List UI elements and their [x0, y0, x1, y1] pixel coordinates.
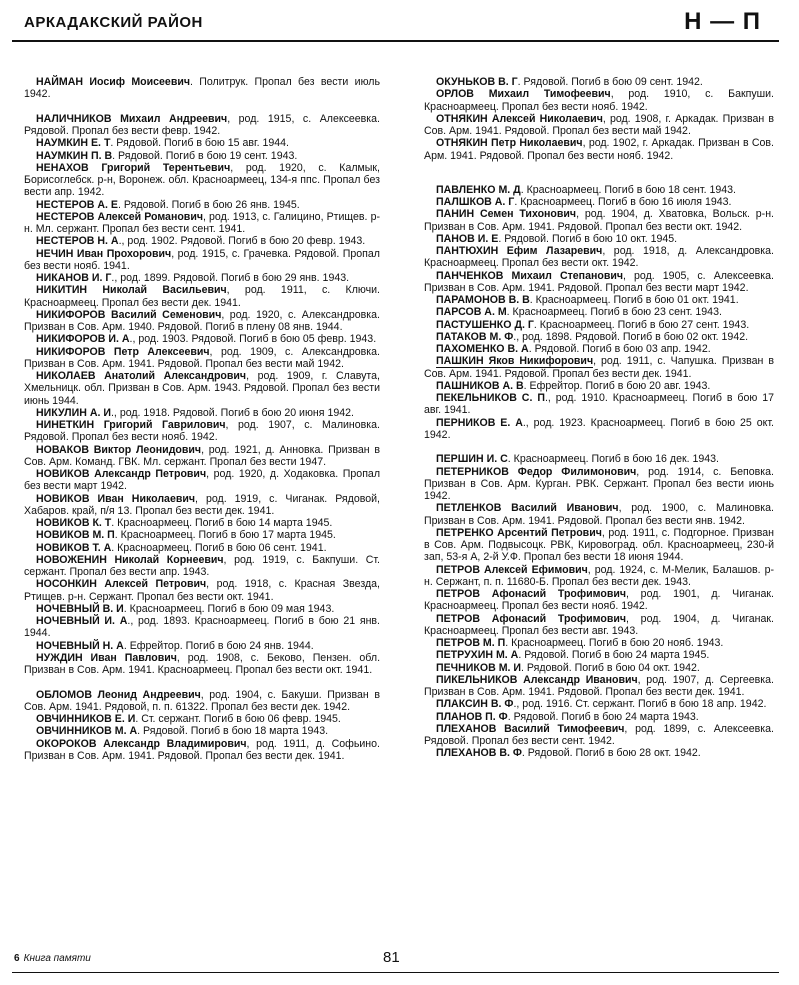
memorial-entry	[24, 493, 380, 518]
entry-name: НОСОНКИН Алексей Петрович	[36, 578, 207, 591]
memorial-entry	[424, 380, 774, 392]
entry-details: . Политрук. Пропал без вести июль 1942.	[24, 76, 380, 101]
memorial-entry	[424, 502, 774, 527]
entry-name: ОКУНЬКОВ В. Г	[436, 76, 518, 88]
entry-details: , род. 1919, с. Бакпуши. Ст. сержант. Пропал без вести апр. 1943.	[24, 553, 380, 578]
entry-details: , род. 1914, с. Беповка. Призван в Сов. Арм. Курган. РВК. Сержант. Пропал без вести июнь 1942.	[424, 465, 775, 502]
memorial-entry	[424, 137, 774, 162]
memorial-entry	[24, 150, 380, 162]
letter-range: Н — П	[684, 8, 761, 35]
memorial-entry	[24, 162, 380, 199]
memorial-entry	[24, 248, 380, 273]
entry-details: . Красноармеец. Погиб в бою 09 мая 1943.	[123, 602, 335, 615]
entry-details: . Красноармеец. Погиб в бою 14 марта 1945.	[111, 517, 333, 529]
entry-details: . Красноармеец. Погиб в бою 27 сент. 1943.	[533, 318, 750, 331]
memorial-entry	[424, 466, 774, 503]
entry-name: ПАСТУШЕНКО Д. Г	[436, 318, 534, 331]
memorial-entry	[424, 88, 774, 113]
entry-details: . Ст. сержант. Погиб в бою 06 февр. 1945.	[135, 713, 341, 725]
memorial-entry	[24, 76, 380, 101]
entry-name: ПЕТРОВ Афонасий Трофимович	[436, 588, 627, 600]
entry-details: . Красноармеец. Погиб в бою 23 сент. 1943.	[506, 306, 722, 319]
memorial-entry	[424, 113, 774, 138]
entry-details: ., род. 1923. Красноармеец. Погиб в бою 25 окт. 1942.	[424, 416, 774, 441]
entry-details: ., род. 1916. Ст. сержант. Погиб в бою 18 апр. 1942.	[513, 698, 767, 711]
entry-name: ПАНОВ И. Е	[436, 232, 499, 245]
entry-details: , род. 1907, с. Малиновка. Рядовой. Пропал без вести нояб. 1942.	[24, 419, 380, 444]
entry-name: ПЕТРОВ М. П	[436, 637, 506, 649]
memorial-entry	[424, 76, 774, 88]
entry-details: . Красноармеец. Погиб в бою 06 сент. 1941.	[111, 541, 327, 554]
entry-details: . Рядовой. Погиб в бою 04 окт. 1942.	[521, 661, 700, 674]
memorial-entry	[24, 542, 380, 554]
memorial-entry	[424, 649, 774, 661]
entry-details: , род. 1908, с. Беково, Пензен. обл. Призван в Сов. Арм. 1941. Красноармеец. Пропал без вести окт. 1941.	[24, 651, 381, 676]
memorial-entry	[424, 270, 774, 295]
memorial-entry	[24, 554, 380, 579]
entry-name: ПЕТРОВ Афонасий Трофимович	[436, 612, 627, 625]
memorial-entry	[24, 689, 380, 714]
memorial-entry	[424, 319, 774, 331]
memorial-entry	[24, 407, 380, 419]
memorial-entry	[424, 637, 774, 649]
memorial-entry	[24, 713, 380, 725]
memorial-entry	[424, 233, 774, 245]
memorial-entry	[424, 613, 774, 638]
entry-details: , род. 1899, с. Алексеевка. Рядовой. Пропал без вести сент. 1942.	[424, 722, 775, 747]
entry-name: НОВИКОВ Т. А	[36, 541, 112, 554]
entry-details: . Ефрейтор. Погиб в бою 24 янв. 1944.	[123, 639, 314, 652]
entry-name: ПЕЧНИКОВ М. И	[436, 661, 522, 674]
entry-name: ПАХОМЕНКО В. А	[436, 343, 529, 355]
entry-name: ОКОРОКОВ Александр Владимирович	[36, 737, 247, 750]
entry-name: ПАНЧЕНКОВ Михаил Степанович	[436, 269, 624, 282]
footer-rule	[12, 972, 779, 973]
entry-name: НИКИФОРОВ Петр Алексеевич	[36, 345, 210, 358]
memorial-entry	[424, 674, 774, 699]
entry-name: НЕНАХОВ Григорий Терентьевич	[36, 161, 231, 174]
entry-name: ПЕТРУХИН М. А	[436, 649, 519, 662]
entry-name: ОТНЯКИН Петр Николаевич	[436, 137, 583, 150]
memorial-entry	[424, 723, 774, 748]
entry-details: , род. 1909, с. Александровка. Призван в Сов. Арм. 1941. Рядовой. Пропал без вести май 1942.	[24, 345, 380, 370]
entry-details: , род. 1904, д. Чиганак. Красноармеец. Пропал без вести авг. 1943.	[424, 612, 774, 637]
entry-name: ПИКЕЛЬНИКОВ Александр Иванович	[436, 673, 638, 686]
entry-details: ., род. 1903. Рядовой. Погиб в бою 05 февр. 1943.	[129, 333, 377, 346]
memorial-entry	[24, 137, 380, 149]
entry-name: ПАНИН Семен Тихонович	[436, 208, 577, 221]
memorial-entry	[24, 615, 380, 640]
memorial-entry	[24, 333, 380, 345]
page-header	[12, 4, 779, 44]
entry-name: НИКИТИН Николай Васильевич	[36, 284, 227, 297]
entry-details: , род. 1901, д. Чиганак. Красноармеец. Пропал без вести нояб. 1942.	[424, 588, 774, 613]
entry-details: , род. 1913, с. Галицино, Ртищев. р-н. Мл. сержант. Пропал без вести сент. 1941.	[24, 210, 381, 235]
memorial-entry	[424, 698, 774, 710]
memorial-entry	[424, 711, 774, 723]
header-rule	[12, 40, 779, 42]
entry-details: ., род. 1898. Рядовой. Погиб в бою 02 окт. 1942.	[513, 330, 749, 343]
memorial-entry	[24, 199, 380, 211]
entry-name: ПАВЛЕНКО М. Д	[436, 183, 521, 196]
entry-name: НИНЕТКИН Григорий Гаврилович	[36, 419, 226, 431]
entry-name: ПЕРНИКОВ Е. А	[436, 416, 523, 429]
entry-name: НОЧЕВНЫЙ И. А	[36, 615, 128, 627]
memorial-entry	[24, 725, 380, 737]
memorial-entry	[24, 640, 380, 652]
entry-name: НЕСТЕРОВ А. Е	[36, 198, 119, 211]
left-column	[24, 76, 380, 762]
memorial-entry	[24, 272, 380, 284]
entry-details: , род. 1902, г. Аркадак. Призван в Сов. Арм. 1941. Рядовой. Пропал без вести нояб. 1942.	[424, 137, 775, 162]
entry-name: ПЕТЛЕНКОВ Василий Иванович	[436, 502, 619, 515]
memorial-entry	[424, 196, 774, 208]
entry-details: , род. 1915, с. Грачевка. Рядовой. Пропал без вести нояб. 1941.	[24, 247, 380, 272]
memorial-entry	[24, 578, 380, 603]
entry-name: ПЛАКСИН В. Ф	[436, 698, 514, 711]
memorial-entry	[424, 343, 774, 355]
entry-name: ПАШКИН Яков Никифорович	[436, 355, 594, 368]
entry-name: ПАНТЮХИН Ефим Лазаревич	[436, 245, 603, 257]
entry-name: НОВИКОВ К. Т	[36, 517, 112, 529]
entry-details: , род. 1904, д. Хватовка, Вольск. р-н. Призван в Сов. Арм. 1941. Рядовой. Пропал без вести окт. 1942.	[424, 208, 774, 233]
entry-name: ПЕТРЕНКО Арсентий Петрович	[436, 526, 602, 539]
entry-name: ПАТАКОВ М. Ф	[436, 330, 514, 343]
memorial-entry	[424, 417, 774, 442]
memorial-entry	[24, 517, 380, 529]
entry-details: , род. 1904, с. Бакуши. Призван в Сов. Арм. 1941. Рядовой, п. п. 61322. Пропал без вести дек. 1942.	[24, 688, 380, 713]
entry-details: ., род. 1918. Рядовой. Погиб в бою 20 июня 1942.	[110, 406, 354, 419]
memorial-entry	[424, 662, 774, 674]
entry-details: , род. 1911, с. Подгорное. Призван в Сов. Арм. Подвысоцк. РВК, Кировоград. обл. Красноармеец, 230-й зап, 53-я А, 2-й У.Ф. Пропал без вести 18 июня 1944.	[424, 526, 774, 564]
memorial-entry	[24, 603, 380, 615]
entry-details: . Красноармеец. Погиб в бою 16 июля 1943.	[514, 196, 732, 208]
entry-name: НОВОЖЕНИН Николай Корнеевич	[36, 553, 224, 566]
entry-details: , род. 1911, д. Софьино. Призван в Сов. Арм. 1941. Рядовой. Пропал без вести дек. 1941.	[24, 737, 380, 762]
memorial-entry	[424, 564, 774, 589]
entry-name: НАУМКИН Е. Т	[36, 137, 111, 150]
entry-details: , род. 1919, с. Чиганак. Рядовой, Хабаров. край, п/я 13. Пропал без вести дек. 1941.	[24, 492, 380, 517]
entry-details: . Рядовой. Погиб в бою 26 янв. 1945.	[118, 198, 300, 211]
entry-details: , род. 1921, д. Анновка. Призван в Сов. Арм. Команд. ГВК. Мл. сержант. Пропал без вести 1947.	[24, 443, 380, 468]
memorial-entry	[424, 355, 774, 380]
memorial-entry	[24, 652, 380, 677]
memorial-entry	[424, 306, 774, 318]
memorial-entry	[424, 208, 774, 233]
memorial-entry	[24, 211, 380, 236]
entry-name: ПАЛШКОВ А. Г	[436, 196, 515, 208]
entry-details: , род. 1920, д. Ходаковка. Пропал без вести март 1942.	[24, 468, 380, 493]
entry-details: . Красноармеец. Погиб в бою 17 марта 1945.	[114, 529, 336, 542]
memorial-entry	[424, 747, 774, 759]
entry-details: . Рядовой. Погиб в бою 24 марта 1943.	[507, 710, 699, 723]
entry-details: , род. 1920, с. Александровка. Призван в Сов. Арм. 1940. Рядовой. Погиб в плену 08 янв. 1944.	[24, 308, 380, 333]
entry-name: ПЕРШИН И. С	[436, 453, 508, 466]
memorial-entry	[24, 468, 380, 493]
entry-details: . Красноармеец. Погиб в бою 18 сент. 1943.	[520, 183, 736, 196]
entry-name: ПЕТЕРНИКОВ Федор Филимонович	[436, 465, 637, 478]
book-title: Книга памяти	[23, 953, 91, 964]
entry-name: ПАРАМОНОВ В. В	[436, 294, 530, 306]
memorial-entry	[424, 331, 774, 343]
entry-details: , род. 1911, с. Ключи. Красноармеец. Пропал без вести дек. 1941.	[24, 284, 380, 309]
entry-details: ., род. 1893. Красноармеец. Погиб в бою 21 янв. 1944.	[24, 615, 381, 640]
entry-details: , род. 1900, с. Малиновка. Призван в Сов. Арм. 1941. Рядовой. Пропал без вести янв. 1942.	[424, 502, 775, 527]
memorial-entry	[24, 370, 380, 407]
entry-name: ПЕКЕЛЬНИКОВ С. П	[436, 392, 545, 404]
entry-details: , род. 1918, д. Александровка. Красноармеец. Пропал без вести окт. 1942.	[424, 245, 774, 270]
entry-name: НЕСТЕРОВ Н. А	[36, 235, 119, 248]
entry-details: , род. 1909, г. Славута, Хмельницк. обл. Призван в Сов. Арм. 1943. Рядовой. Пропал без вести июнь 1944.	[24, 370, 380, 407]
memorial-entry	[424, 245, 774, 270]
entry-details: . Красноармеец. Погиб в бою 16 дек. 1943.	[507, 453, 719, 466]
entry-details: . Рядовой. Погиб в бою 10 окт. 1945.	[498, 232, 678, 245]
entry-details: . Красноармеец. Погиб в бою 20 нояб. 1943.	[505, 637, 724, 649]
memorial-entry	[424, 527, 774, 564]
entry-name: НОВИКОВ Иван Николаевич	[36, 492, 196, 505]
memorial-entry	[24, 346, 380, 371]
memorial-entry	[24, 529, 380, 541]
entry-details: ., род. 1910. Красноармеец. Погиб в бою 17 авг. 1941.	[424, 392, 774, 417]
memorial-entry	[24, 444, 380, 469]
entry-name: ПАШНИКОВ А. В	[436, 379, 524, 392]
entry-name: НЕЧИН Иван Прохорович	[36, 247, 172, 260]
entry-name: ПЛЕХАНОВ Василий Тимофеевич	[436, 722, 625, 735]
memorial-entry	[24, 309, 380, 334]
entry-name: НОВАКОВ Виктор Леонидович	[36, 443, 202, 456]
entry-name: НОВИКОВ Александр Петрович	[36, 468, 207, 480]
entry-name: ОРЛОВ Михаил Тимофеевич	[436, 88, 611, 101]
entry-details: , род. 1907, д. Сергеевка. Призван в Сов. Арм. 1941. Рядовой. Пропал без вести дек. 1941.	[424, 673, 774, 698]
entry-details: . Рядовой. Погиб в бою 28 окт. 1942.	[521, 747, 701, 760]
entry-details: . Рядовой. Погиб в бою 19 сент. 1943.	[112, 149, 298, 162]
entry-name: НИКАНОВ И. Г	[36, 272, 112, 284]
entry-name: НАЛИЧНИКОВ Михаил Андреевич	[36, 112, 228, 125]
entry-name: ОВЧИННИКОВ Е. И	[36, 713, 136, 725]
footer-book	[14, 953, 91, 964]
entry-name: НАЙМАН Иосиф Моисеевич	[36, 76, 190, 88]
memorial-entry	[24, 235, 380, 247]
region-title: АРКАДАКСКИЙ РАЙОН	[24, 14, 203, 31]
memorial-entry	[424, 392, 774, 417]
entry-details: . Рядовой. Погиб в бою 09 сент. 1942.	[517, 76, 703, 88]
entry-details: . Рядовой. Погиб в бою 03 апр. 1942.	[528, 343, 711, 355]
entry-details: , род. 1915, с. Алексеевка. Рядовой. Пропал без вести февр. 1942.	[24, 112, 380, 137]
entry-details: , род. 1905, с. Алексеевка. Призван в Сов. Арм. 1941. Рядовой. Пропал без вести март 1942.	[424, 269, 774, 294]
entry-name: ОТНЯКИН Алексей Николаевич	[436, 112, 603, 125]
page-number: 81	[383, 949, 400, 966]
memorial-entry	[24, 738, 380, 763]
entry-details: , род. 1910, с. Бакпуши. Красноармеец. Пропал без вести нояб. 1942.	[424, 88, 774, 113]
entry-details: . Красноармеец. Погиб в бою 01 окт. 1941.	[529, 294, 739, 306]
memorial-entry	[424, 184, 774, 196]
entry-details: . Рядовой. Погиб в бою 15 авг. 1944.	[110, 137, 289, 150]
entry-name: ПЕТРОВ Алексей Ефимович	[436, 563, 588, 576]
entry-details: , род. 1908, г. Аркадак. Призван в Сов. Арм. 1941. Рядовой. Пропал без вести май 1942.	[424, 112, 774, 137]
entry-details: , род. 1911, с. Чапушка. Призван в Сов. Арм. 1941. Рядовой. Пропал без вести дек. 1941.	[424, 355, 774, 380]
entry-details: . Рядовой. Погиб в бою 24 марта 1945.	[518, 649, 710, 662]
memorial-entry	[424, 453, 774, 465]
entry-name: ОВЧИННИКОВ М. А	[36, 725, 138, 738]
entry-details: ., род. 1899. Рядовой. Погиб в бою 29 янв. 1943.	[111, 272, 350, 284]
entry-name: ОБЛОМОВ Леонид Андреевич	[36, 688, 201, 701]
memorial-entry	[24, 284, 380, 309]
entry-name: ПЛЕХАНОВ В. Ф	[436, 747, 522, 760]
entry-details: . Ефрейтор. Погиб в бою 20 авг. 1943.	[523, 379, 711, 392]
right-column	[424, 76, 774, 760]
entry-name: ПАРСОВ А. М	[436, 306, 507, 319]
entry-name: НЕСТЕРОВ Алексей Романович	[36, 210, 203, 223]
memorial-entry	[24, 419, 380, 444]
entry-name: НОЧЕВНЫЙ В. И	[36, 602, 124, 615]
entry-details: . Рядовой. Погиб в бою 18 марта 1943.	[137, 725, 329, 738]
memorial-entry	[424, 294, 774, 306]
entry-details: ., род. 1902. Рядовой. Погиб в бою 20 февр. 1943.	[118, 235, 366, 248]
memorial-entry	[24, 113, 380, 138]
entry-name: НИКОЛАЕВ Анатолий Александрович	[36, 370, 247, 382]
entry-details: , род. 1918, с. Красная Звезда, Ртищев. р-н. Сержант. Пропал без вести окт. 1941.	[24, 578, 380, 603]
entry-name: НИКУЛИН А. И	[36, 406, 111, 419]
entry-name: НИКИФОРОВ И. А	[36, 333, 130, 346]
entry-name: НОВИКОВ М. П	[36, 529, 115, 542]
entry-name: НУЖДИН Иван Павлович	[36, 651, 177, 664]
entry-name: НИКИФОРОВ Василий Семенович	[36, 308, 222, 321]
entry-details: , род. 1920, с. Калмык, Борисоглебск. р-н, Воронеж. обл. Красноармеец, 134-я ппс. Пропал без вести апр. 1942.	[24, 161, 380, 199]
entry-name: НАУМКИН П. В	[36, 149, 113, 162]
memorial-entry	[424, 588, 774, 613]
entry-name: НОЧЕВНЫЙ Н. А	[36, 639, 124, 652]
entry-details: , род. 1924, с. М-Мелик, Балашов. р-н. Сержант, п. п. 11680-Б. Пропал без вести дек. 1943.	[424, 563, 774, 588]
book-number: 6	[14, 953, 20, 964]
entry-name: ПЛАНОВ П. Ф	[436, 710, 508, 723]
